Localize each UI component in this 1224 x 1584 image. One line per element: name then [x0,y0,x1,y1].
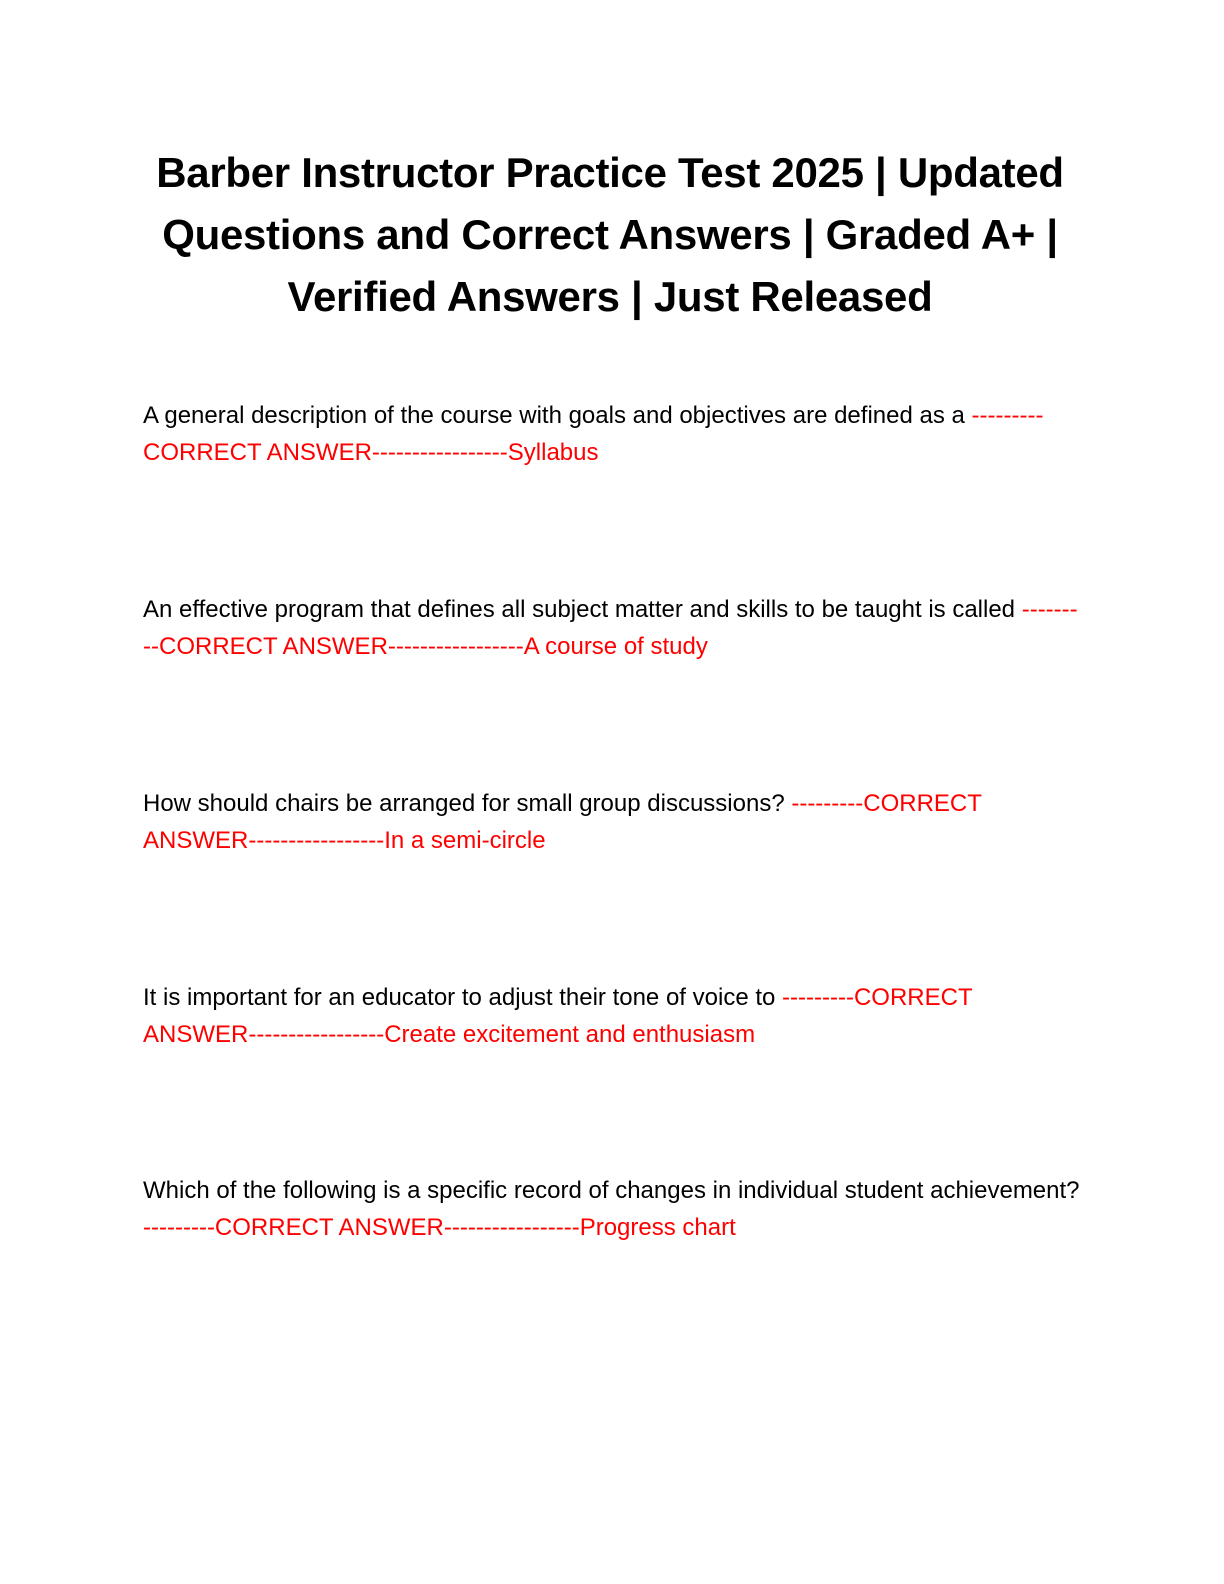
question-text: An effective program that defines all subject matter and skills to be taught is called [143,596,1022,623]
question-text: How should chairs be arranged for small group discussions? [143,790,792,817]
answer-text: ---------CORRECT ANSWER-----------------Syllabus [143,402,1044,466]
answer-text: ---------CORRECT ANSWER-----------------A course of study [143,596,1078,660]
qa-item-3 [143,786,1083,859]
question-text: A general description of the course with goals and objectives are defined as a [143,402,972,429]
document-title: Barber Instructor Practice Test 2025 | Updated Questions and Correct Answers | Graded A+ | Verified Answers | Just Released [156,149,1064,320]
qa-item-4 [143,980,1083,1053]
answer-text: ---------CORRECT ANSWER-----------------In a semi-circle [143,790,982,854]
qa-item-5 [143,1173,1083,1246]
answer-text: ---------CORRECT ANSWER-----------------Create excitement and enthusiasm [143,984,973,1048]
question-text: Which of the following is a specific record of changes in individual student achievement? [143,1177,1080,1204]
question-text: It is important for an educator to adjust their tone of voice to [143,984,783,1011]
qa-item-1 [143,398,1083,471]
answer-text: ---------CORRECT ANSWER-----------------Progress chart [143,1213,736,1241]
qa-item-2 [143,592,1083,665]
